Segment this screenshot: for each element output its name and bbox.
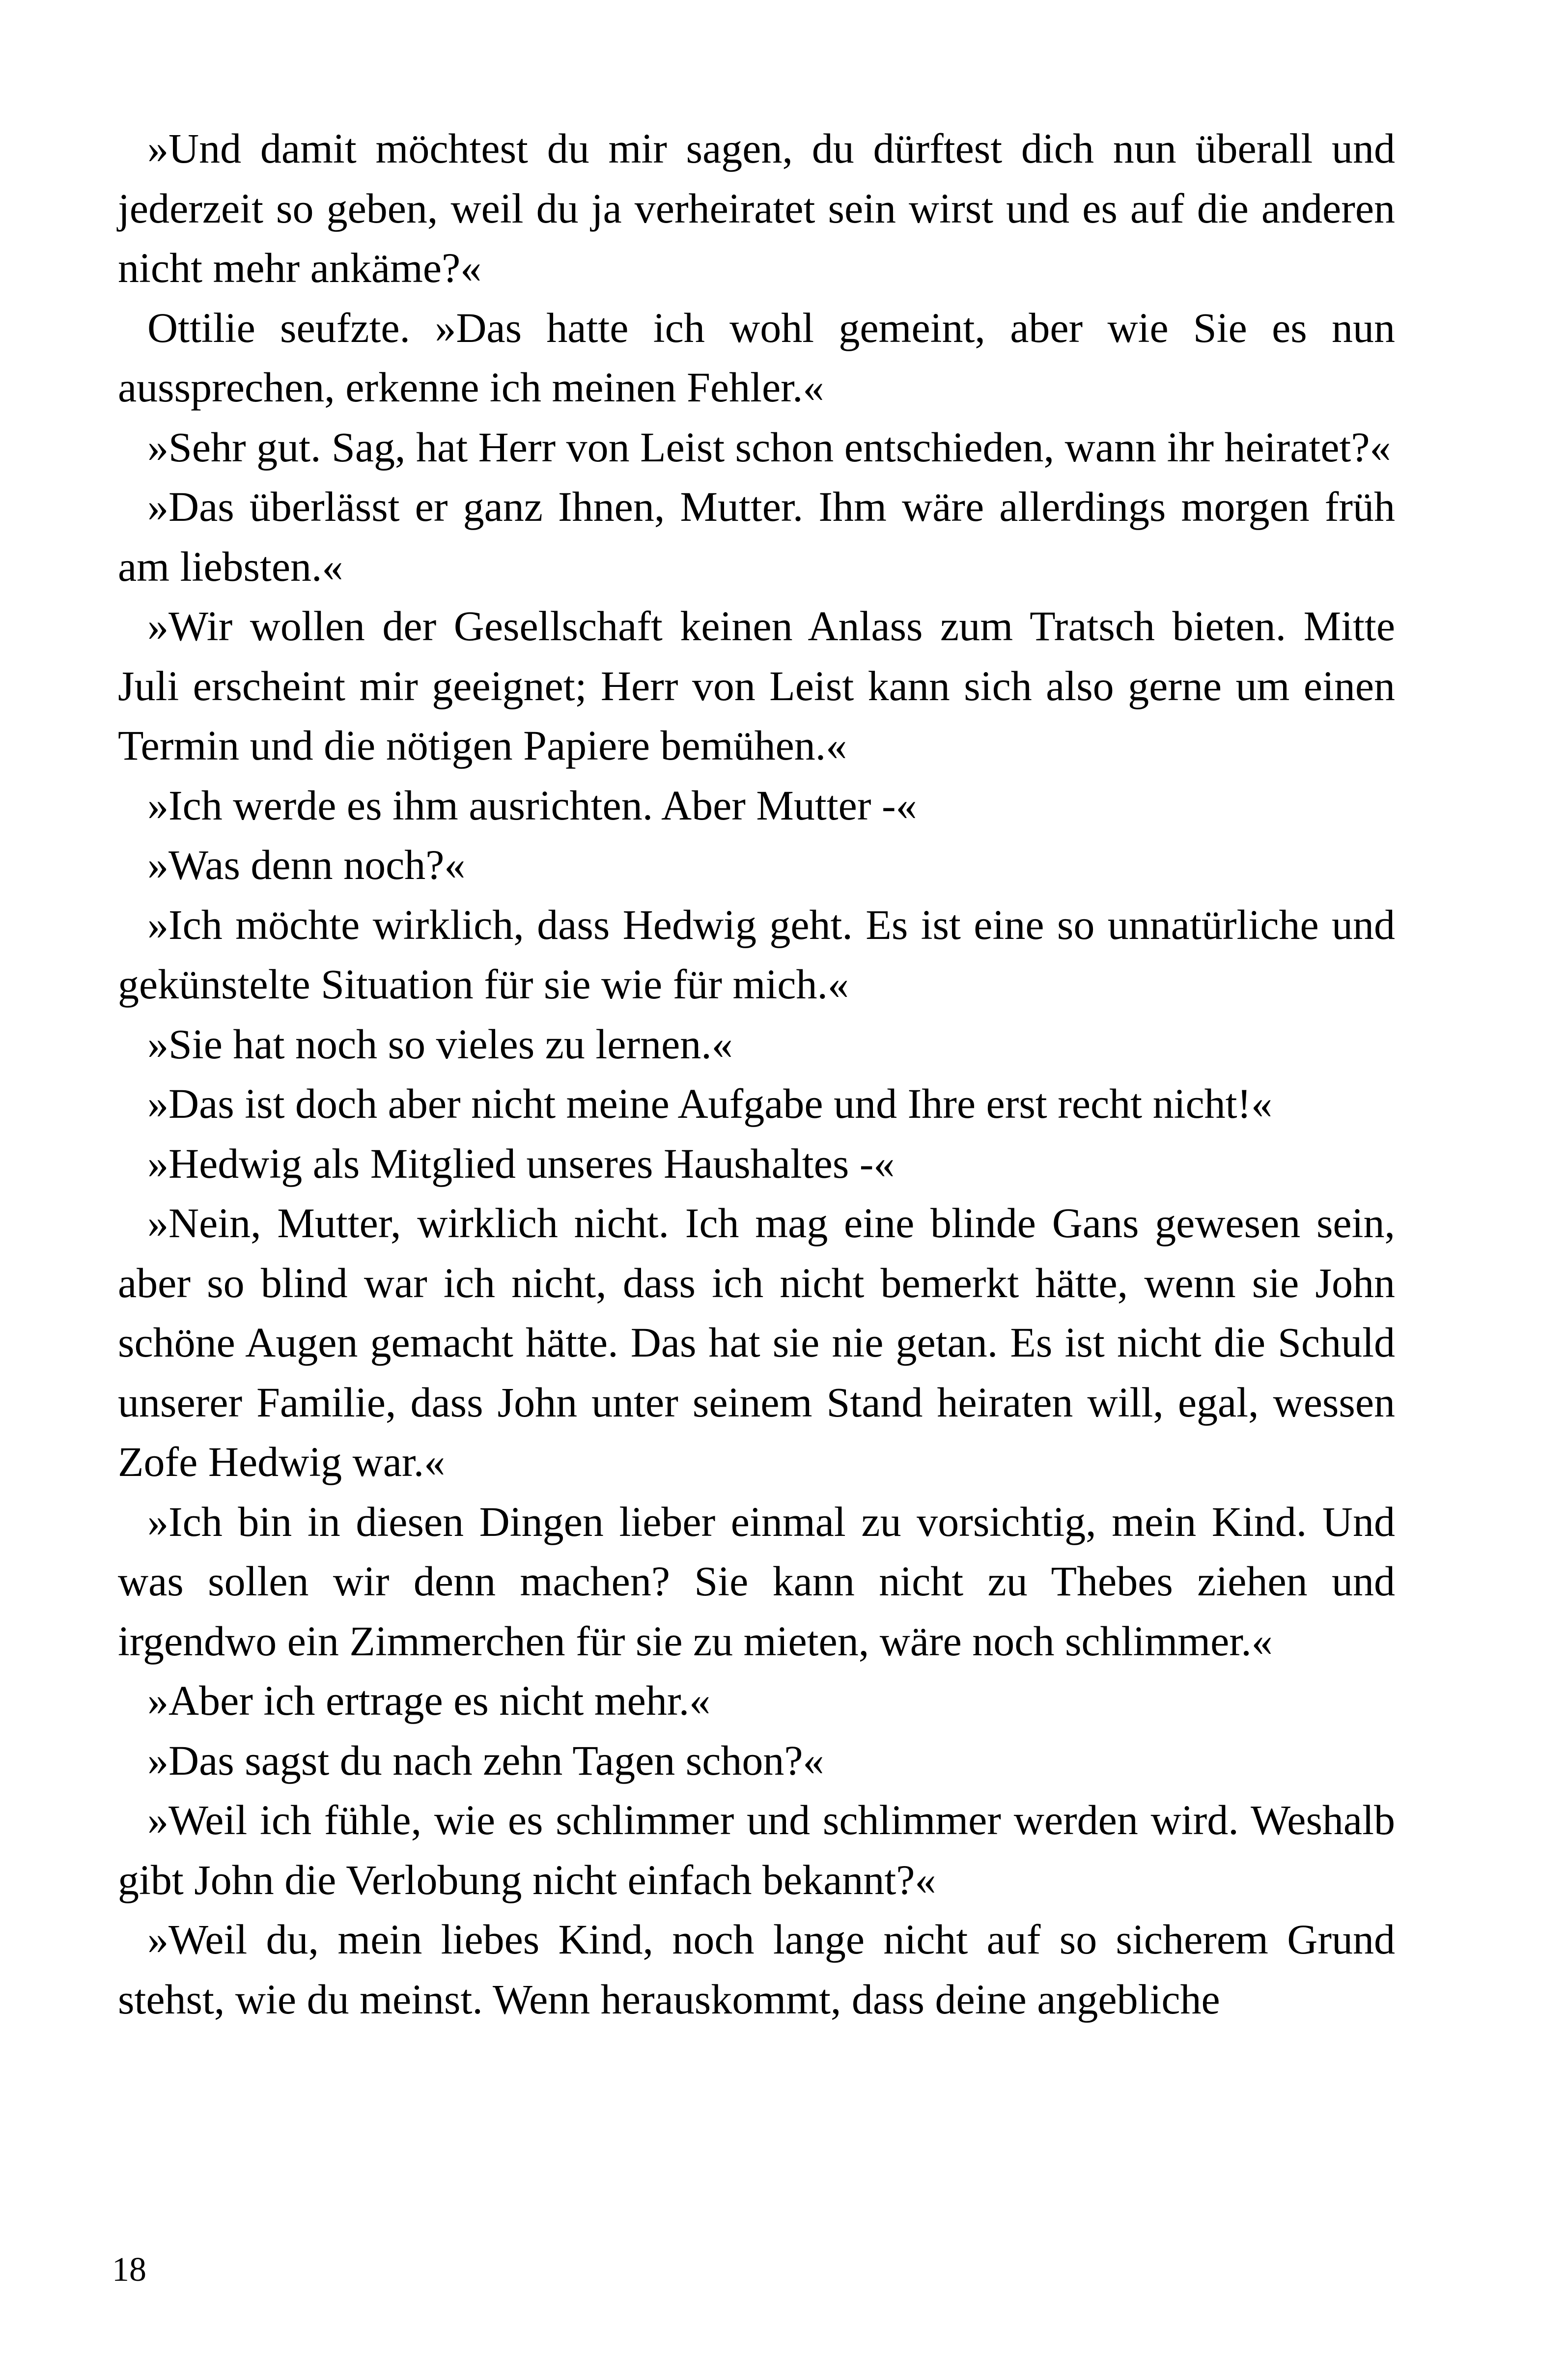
- paragraph: »Ich werde es ihm ausrichten. Aber Mutter -«: [147, 781, 917, 829]
- paragraph: »Und damit möchtest du mir sagen, du dürftest dich nun überall und jederzeit so geben, weil du ja verheiratet sein wirst und es auf die anderen nicht mehr ankäme?«: [118, 125, 1395, 291]
- paragraph: »Das überlässt er ganz Ihnen, Mutter. Ihm wäre allerdings morgen früh am liebsten.«: [118, 483, 1395, 590]
- paragraph: »Wir wollen der Gesellschaft keinen Anlass zum Tratsch bieten. Mitte Juli erscheint mir geeignet; Herr von Leist kann sich also gerne um einen Termin und die nötigen Papiere bemühen.«: [118, 602, 1395, 769]
- paragraph: »Ich möchte wirklich, dass Hedwig geht. Es ist eine so unnatürliche und gekünstelte Situation für sie wie für mich.«: [118, 901, 1395, 1008]
- paragraph: »Weil ich fühle, wie es schlimmer und schlimmer werden wird. Weshalb gibt John die Verlobung nicht einfach bekannt?«: [118, 1796, 1395, 1903]
- paragraph: »Weil du, mein liebes Kind, noch lange nicht auf so sicherem Grund stehst, wie du meinst. Wenn herauskommt, dass deine angebliche: [118, 1916, 1395, 2023]
- paragraph: »Das sagst du nach zehn Tagen schon?«: [147, 1736, 824, 1784]
- paragraph: »Aber ich ertrage es nicht mehr.«: [147, 1677, 711, 1724]
- paragraph: »Sie hat noch so vieles zu lernen.«: [147, 1020, 733, 1068]
- paragraph: »Sehr gut. Sag, hat Herr von Leist schon entschieden, wann ihr heiratet?«: [147, 423, 1391, 471]
- paragraph: »Was denn noch?«: [147, 841, 466, 888]
- page-number: 18: [112, 2251, 146, 2289]
- body-text: [118, 119, 1395, 2029]
- paragraph: »Nein, Mutter, wirklich nicht. Ich mag eine blinde Gans gewesen sein, aber so blind war ich nicht, dass ich nicht bemerkt hätte, wenn sie John schöne Augen gemacht hätte. Das hat sie nie getan. Es ist nicht die Schuld unserer Familie, dass John unter seinem Stand heiraten will, egal, wessen Zofe Hedwig war.«: [118, 1199, 1395, 1485]
- paragraph: »Hedwig als Mitglied unseres Haushaltes -«: [147, 1139, 895, 1187]
- paragraph: »Das ist doch aber nicht meine Aufgabe und Ihre erst recht nicht!«: [147, 1080, 1273, 1127]
- paragraph: »Ich bin in diesen Dingen lieber einmal zu vorsichtig, mein Kind. Und was sollen wir denn machen? Sie kann nicht zu Thebes ziehen und irgendwo ein Zimmerchen für sie zu mieten, wäre noch schlimmer.«: [118, 1498, 1395, 1665]
- paragraph: Ottilie seufzte. »Das hatte ich wohl gemeint, aber wie Sie es nun aussprechen, erkenne ich meinen Fehler.«: [118, 304, 1395, 411]
